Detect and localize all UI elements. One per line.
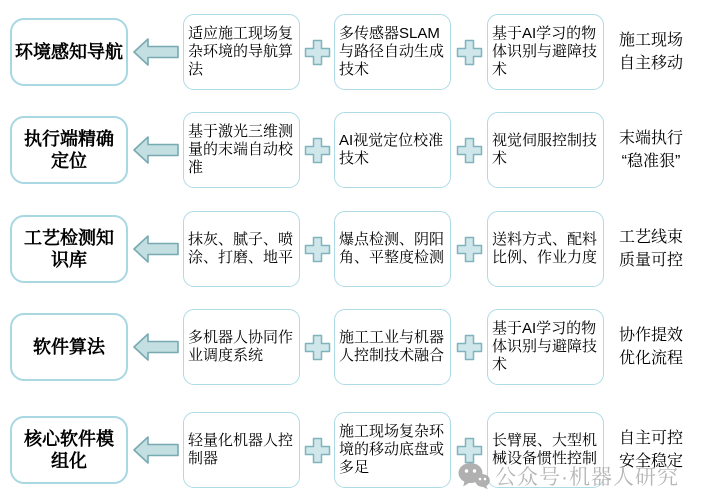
outcome-label xyxy=(604,226,698,272)
tech-box-text: 基于AI学习的物体识别与避障技术 xyxy=(492,25,598,78)
plus-icon xyxy=(451,211,487,287)
outcome-line: 安全稳定 xyxy=(618,453,683,470)
tech-box xyxy=(334,14,451,90)
tech-box xyxy=(183,309,300,385)
plus-icon xyxy=(300,211,334,287)
tech-box-text: 视觉伺服控制技术 xyxy=(492,132,598,167)
tech-box xyxy=(487,14,604,90)
plus-icon xyxy=(451,309,487,385)
tech-box-text: 长臂展、大型机械设备惯性控制 xyxy=(492,432,598,467)
module-title-line: 识库 xyxy=(51,250,87,270)
tech-box xyxy=(334,112,451,188)
outcome-line: 工艺线束 xyxy=(618,228,683,246)
outcome-line: 施工现场 xyxy=(618,31,683,49)
plus-icon xyxy=(300,112,334,188)
tech-box xyxy=(487,309,604,385)
plus-icon xyxy=(300,309,334,385)
outcome-line: “稳准狠” xyxy=(621,153,681,170)
module-title-line: 软件算法 xyxy=(33,336,105,357)
tech-box-text: 抹灰、腻子、喷涂、打磨、地平 xyxy=(188,231,294,266)
module-title-line: 核心软件模 xyxy=(24,428,114,449)
outcome-line: 自主可控 xyxy=(618,429,683,447)
tech-box-text: 基于激光三维测量的末端自动校准 xyxy=(188,123,294,176)
tech-box-text: 爆点检测、阴阳角、平整度检测 xyxy=(339,231,445,266)
outcome-label xyxy=(604,127,698,173)
module-title-box xyxy=(10,416,128,484)
wechat-icon xyxy=(458,462,490,490)
watermark-text: 公众号·机器人研究 xyxy=(495,466,679,489)
module-title-box xyxy=(10,116,128,184)
left-arrow-icon xyxy=(128,412,183,488)
left-arrow-icon xyxy=(128,211,183,287)
module-title-box xyxy=(10,18,128,86)
outcome-line: 自主移动 xyxy=(618,55,683,72)
tech-box-text: 施工现场复杂环境的移动底盘或多足 xyxy=(339,423,445,476)
plus-icon xyxy=(451,112,487,188)
flow-row-3 xyxy=(0,211,698,287)
tech-box xyxy=(334,211,451,287)
outcome-line: 协作提效 xyxy=(618,326,683,344)
watermark xyxy=(458,461,679,491)
module-title-line: 环境感知导航 xyxy=(15,41,123,62)
tech-box xyxy=(334,309,451,385)
flow-row-1 xyxy=(0,14,698,90)
tech-box-text: 送料方式、配料比例、作业力度 xyxy=(492,231,598,266)
left-arrow-icon xyxy=(128,14,183,90)
flow-row-4 xyxy=(0,309,698,385)
tech-box-text: 多传感器SLAM与路径自动生成技术 xyxy=(339,25,445,78)
tech-box-text: 轻量化机器人控制器 xyxy=(188,432,294,467)
tech-box-text: 适应施工现场复杂环境的导航算法 xyxy=(188,25,294,78)
tech-box xyxy=(334,412,451,488)
outcome-label xyxy=(604,29,698,75)
plus-icon xyxy=(300,14,334,90)
outcome-line: 末端执行 xyxy=(618,129,683,147)
flow-row-2 xyxy=(0,112,698,188)
tech-box xyxy=(183,412,300,488)
plus-icon xyxy=(451,14,487,90)
tech-box xyxy=(183,211,300,287)
tech-box-text: 多机器人协同作业调度系统 xyxy=(188,329,294,364)
module-title-line: 组化 xyxy=(51,451,87,471)
outcome-line: 质量可控 xyxy=(618,252,683,269)
tech-box xyxy=(487,112,604,188)
tech-box xyxy=(183,14,300,90)
module-title-line: 工艺检测知 xyxy=(24,227,114,248)
outcome-line: 优化流程 xyxy=(618,350,683,367)
plus-icon xyxy=(300,412,334,488)
tech-box-text: 施工工业与机器人控制技术融合 xyxy=(339,329,445,364)
tech-box-text: 基于AI学习的物体识别与避障技术 xyxy=(492,320,598,373)
module-title-box xyxy=(10,215,128,283)
left-arrow-icon xyxy=(128,112,183,188)
outcome-label xyxy=(604,324,698,370)
tech-box-text: AI视觉定位校准技术 xyxy=(339,132,444,167)
module-title-line: 定位 xyxy=(51,151,87,171)
tech-box xyxy=(183,112,300,188)
left-arrow-icon xyxy=(128,309,183,385)
module-title-line: 执行端精确 xyxy=(24,128,114,149)
tech-box xyxy=(487,211,604,287)
module-title-box xyxy=(10,313,128,381)
